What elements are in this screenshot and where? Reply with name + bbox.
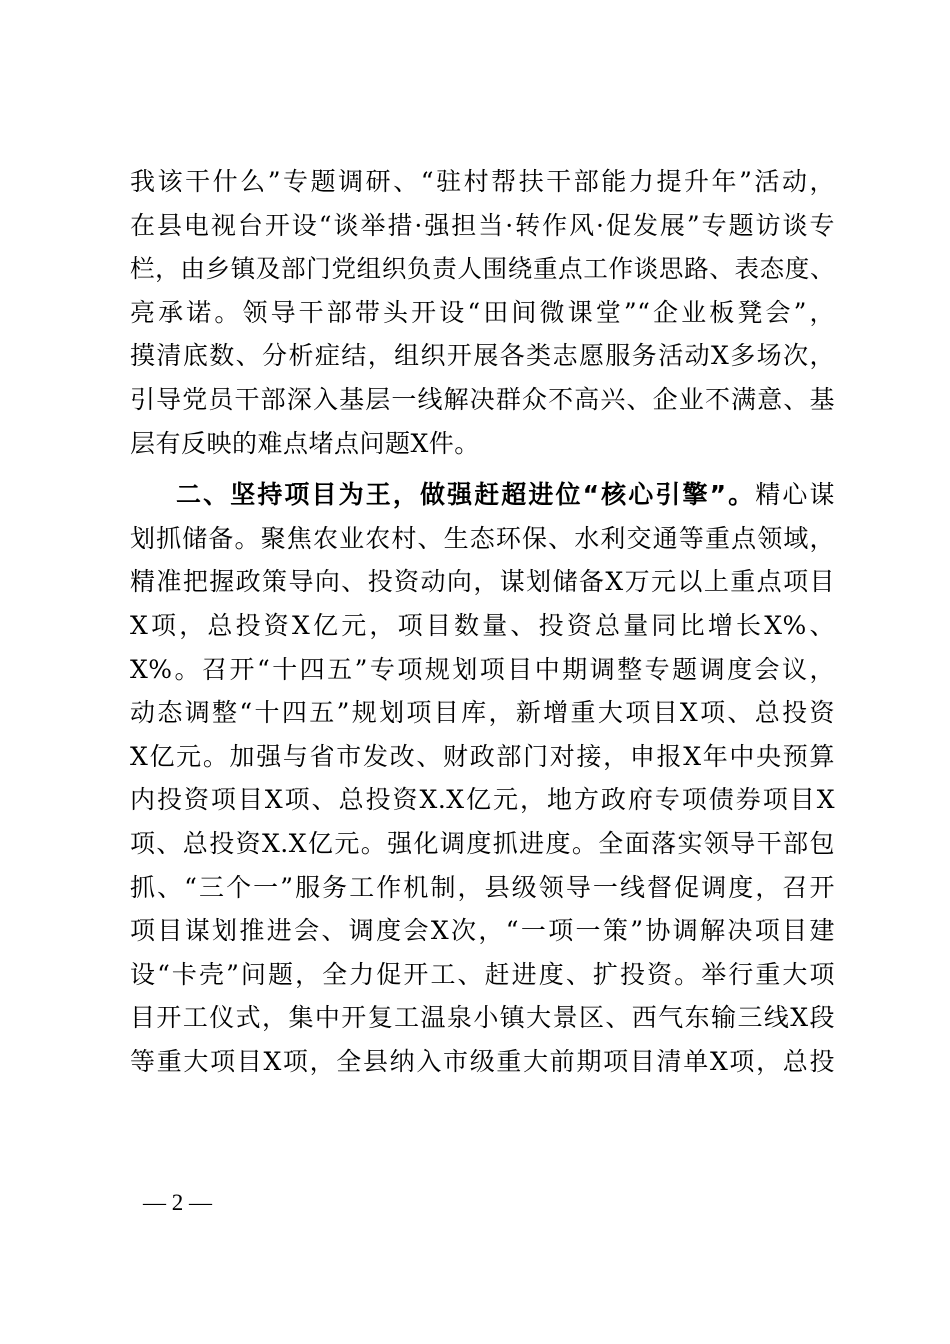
paragraph-1-line: 在县电视台开设“谈举措·强担当·转作风·促发展”专题访谈专 — [130, 210, 835, 240]
body-text — [130, 160, 835, 1083]
paragraph-1-line: 栏，由乡镇及部门党组织负责人围绕重点工作谈思路、表态度、 — [130, 254, 835, 284]
paragraph-2-line: X%。召开“十四五”专项规划项目中期调整专题调度会议， — [130, 654, 835, 684]
paragraph-2-line: 内投资项目X项、总投资X.X亿元，地方政府专项债券项目X — [130, 785, 835, 815]
paragraph-2-line: 等重大项目X项，全县纳入市级重大前期项目清单X项，总投 — [130, 1046, 835, 1076]
paragraph-2-line: 动态调整“十四五”规划项目库，新增重大项目X项、总投资 — [130, 698, 835, 728]
paragraph-1 — [130, 160, 835, 465]
paragraph-1-line: 引导党员干部深入基层一线解决群众不高兴、企业不满意、基 — [130, 384, 835, 414]
paragraph-2-line: X亿元。加强与省市发改、财政部门对接，申报X年中央预算 — [130, 741, 835, 771]
paragraph-1-line: 我该干什么”专题调研、“驻村帮扶干部能力提升年”活动， — [130, 167, 835, 196]
paragraph-1-line: 层有反映的难点堵点问题X件。 — [130, 428, 480, 458]
paragraph-2-lead-text: 精心谋 — [755, 480, 835, 510]
paragraph-2-first-line — [130, 473, 835, 517]
page-number: — 2 — — [143, 1190, 212, 1215]
paragraph-2-line: X项，总投资X亿元，项目数量、投资总量同比增长X%、 — [130, 610, 835, 640]
paragraph-2-line: 精准把握政策导向、投资动向，谋划储备X万元以上重点项目 — [130, 567, 835, 597]
paragraph-gap — [130, 465, 835, 473]
paragraph-2-line: 项目谋划推进会、调度会X次，“一项一策”协调解决项目建 — [130, 916, 835, 946]
paragraph-2-line: 抓、“三个一”服务工作机制，县级领导一线督促调度，召开 — [130, 872, 835, 902]
paragraph-2-line: 划抓储备。聚焦农业农村、生态环保、水利交通等重点领域， — [130, 523, 835, 553]
paragraph-2-line: 目开工仪式，集中开复工温泉小镇大景区、西气东输三线X段 — [130, 1003, 835, 1033]
paragraph-2 — [130, 473, 835, 1083]
paragraph-1-line: 摸清底数、分析症结，组织开展各类志愿服务活动X多场次， — [130, 341, 835, 371]
section-heading: 二、坚持项目为王，做强赶超进位“核心引擎”。 — [176, 480, 756, 510]
paragraph-2-line: 项、总投资X.X亿元。强化调度抓进度。全面落实领导干部包 — [130, 828, 835, 858]
paragraph-1-line: 亮承诺。领导干部带头开设“田间微课堂”“企业板凳会”， — [130, 297, 835, 327]
paragraph-2-line: 设“卡壳”问题，全力促开工、赶进度、扩投资。举行重大项 — [130, 959, 835, 989]
